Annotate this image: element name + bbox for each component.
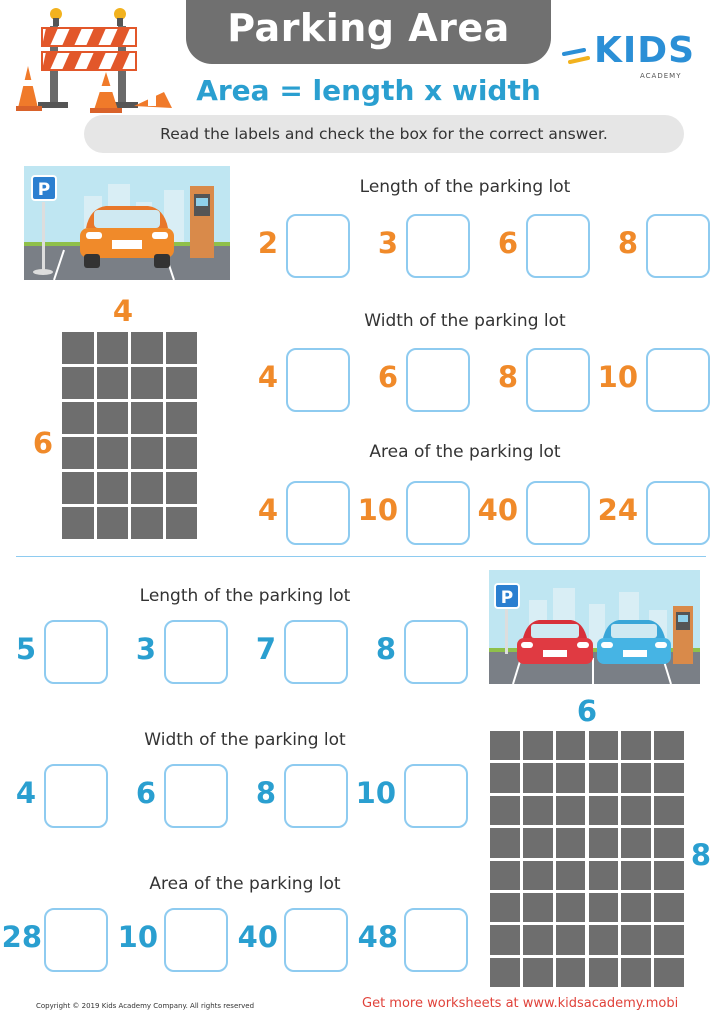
grid-square xyxy=(589,731,619,760)
grid-square xyxy=(166,402,198,434)
p2-length-checkbox[interactable] xyxy=(164,620,228,684)
p1-width-option: 4 xyxy=(257,360,278,394)
grid-square xyxy=(589,958,619,987)
parking-sign-letter: P xyxy=(500,588,514,608)
grid-square xyxy=(523,828,553,857)
area-formula: Area = length x width xyxy=(196,74,541,107)
grid-square xyxy=(556,763,586,792)
parking-lot-two-cars-illustration xyxy=(489,570,700,684)
grid-square xyxy=(621,731,651,760)
grid-square xyxy=(97,437,129,469)
grid-square xyxy=(131,437,163,469)
grid-square xyxy=(556,958,586,987)
grid-square xyxy=(654,763,684,792)
p2-area-checkbox[interactable] xyxy=(164,908,228,972)
grid-square xyxy=(166,507,198,539)
p2-area-option: 10 xyxy=(117,920,158,954)
p2-grid-top-label: 6 xyxy=(576,694,598,728)
grid-square xyxy=(556,893,586,922)
p2-width-checkbox[interactable] xyxy=(284,764,348,828)
p1-area-option: 4 xyxy=(257,493,278,527)
p1-width-label: Width of the parking lot xyxy=(364,311,566,331)
grid-square xyxy=(97,332,129,364)
p2-area-checkbox[interactable] xyxy=(284,908,348,972)
instruction-banner: Read the labels and check the box for the correct answer. xyxy=(84,115,684,153)
grid-square xyxy=(621,763,651,792)
grid-square xyxy=(621,925,651,954)
grid-square xyxy=(490,763,520,792)
grid-square xyxy=(490,861,520,890)
p1-width-option: 8 xyxy=(497,360,518,394)
p2-width-option: 8 xyxy=(255,776,276,810)
grid-square xyxy=(523,893,553,922)
p2-length-checkbox[interactable] xyxy=(44,620,108,684)
grid-square xyxy=(131,367,163,399)
grid-square xyxy=(490,731,520,760)
grid-square xyxy=(621,796,651,825)
grid-square xyxy=(654,828,684,857)
p2-square-grid xyxy=(490,731,684,987)
grid-square xyxy=(490,796,520,825)
grid-square xyxy=(490,828,520,857)
grid-square xyxy=(62,367,94,399)
grid-square xyxy=(589,925,619,954)
logo-subtext: ACADEMY xyxy=(640,72,682,80)
p1-width-checkbox[interactable] xyxy=(286,348,350,412)
p2-area-checkbox[interactable] xyxy=(44,908,108,972)
page-title: Parking Area xyxy=(227,6,510,50)
logo-text: KIDS xyxy=(594,30,696,71)
grid-square xyxy=(166,332,198,364)
grid-square xyxy=(131,332,163,364)
grid-square xyxy=(654,796,684,825)
grid-square xyxy=(166,367,198,399)
p2-length-option: 8 xyxy=(375,632,396,666)
grid-square xyxy=(654,925,684,954)
more-worksheets-link[interactable]: Get more worksheets at www.kidsacademy.mobi xyxy=(362,996,679,1011)
grid-square xyxy=(654,731,684,760)
p2-area-option: 40 xyxy=(237,920,278,954)
p1-length-option: 2 xyxy=(257,226,278,260)
grid-square xyxy=(97,507,129,539)
grid-square xyxy=(131,472,163,504)
grid-square xyxy=(556,925,586,954)
section-divider xyxy=(16,556,706,557)
grid-square xyxy=(523,861,553,890)
grid-square xyxy=(654,861,684,890)
grid-square xyxy=(490,925,520,954)
p2-length-checkbox[interactable] xyxy=(404,620,468,684)
grid-square xyxy=(62,507,94,539)
grid-square xyxy=(621,958,651,987)
p1-area-option: 24 xyxy=(597,493,638,527)
grid-square xyxy=(654,893,684,922)
p2-length-option: 7 xyxy=(255,632,276,666)
p2-width-checkbox[interactable] xyxy=(164,764,228,828)
grid-square xyxy=(523,925,553,954)
p1-area-checkbox[interactable] xyxy=(406,481,470,545)
grid-square xyxy=(654,958,684,987)
p2-area-option: 48 xyxy=(357,920,398,954)
p2-width-label: Width of the parking lot xyxy=(144,730,346,750)
p1-grid-side-label: 6 xyxy=(32,426,54,460)
grid-square xyxy=(97,367,129,399)
p1-width-option: 10 xyxy=(597,360,638,394)
grid-square xyxy=(523,731,553,760)
p1-area-checkbox[interactable] xyxy=(526,481,590,545)
grid-square xyxy=(62,402,94,434)
p1-area-label: Area of the parking lot xyxy=(369,442,561,462)
p1-area-option: 10 xyxy=(357,493,398,527)
p1-length-checkbox[interactable] xyxy=(526,214,590,278)
grid-square xyxy=(131,402,163,434)
grid-square xyxy=(166,437,198,469)
grid-square xyxy=(131,507,163,539)
p1-width-checkbox[interactable] xyxy=(526,348,590,412)
p2-width-option: 10 xyxy=(355,776,396,810)
road-barrier-illustration xyxy=(14,6,184,114)
grid-square xyxy=(621,828,651,857)
p1-length-option: 3 xyxy=(377,226,398,260)
p1-length-checkbox[interactable] xyxy=(286,214,350,278)
grid-square xyxy=(523,796,553,825)
p2-width-checkbox[interactable] xyxy=(404,764,468,828)
grid-square xyxy=(589,893,619,922)
grid-square xyxy=(62,437,94,469)
grid-square xyxy=(589,796,619,825)
p2-area-option: 28 xyxy=(1,920,42,954)
p1-width-option: 6 xyxy=(377,360,398,394)
p2-length-option: 5 xyxy=(15,632,36,666)
p1-width-checkbox[interactable] xyxy=(646,348,710,412)
parking-sign-letter: P xyxy=(37,180,51,200)
p2-length-checkbox[interactable] xyxy=(284,620,348,684)
grid-square xyxy=(621,861,651,890)
grid-square xyxy=(556,861,586,890)
grid-square xyxy=(589,861,619,890)
p1-length-checkbox[interactable] xyxy=(646,214,710,278)
grid-square xyxy=(97,402,129,434)
grid-square xyxy=(490,893,520,922)
p2-area-checkbox[interactable] xyxy=(404,908,468,972)
p1-length-option: 6 xyxy=(497,226,518,260)
p1-area-option: 40 xyxy=(477,493,518,527)
p2-width-option: 6 xyxy=(135,776,156,810)
grid-square xyxy=(523,763,553,792)
p1-width-checkbox[interactable] xyxy=(406,348,470,412)
grid-square xyxy=(62,472,94,504)
p1-grid-top-label: 4 xyxy=(112,294,134,328)
grid-square xyxy=(556,828,586,857)
p2-length-label: Length of the parking lot xyxy=(139,586,351,606)
p1-length-option: 8 xyxy=(617,226,638,260)
p1-length-label: Length of the parking lot xyxy=(359,177,571,197)
grid-square xyxy=(97,472,129,504)
grid-square xyxy=(166,472,198,504)
p1-area-checkbox[interactable] xyxy=(646,481,710,545)
grid-square xyxy=(556,731,586,760)
grid-square xyxy=(556,796,586,825)
p2-area-label: Area of the parking lot xyxy=(149,874,341,894)
p2-grid-side-label: 8 xyxy=(690,838,712,872)
grid-square xyxy=(589,763,619,792)
p1-length-checkbox[interactable] xyxy=(406,214,470,278)
p2-width-checkbox[interactable] xyxy=(44,764,108,828)
p1-square-grid xyxy=(62,332,197,539)
grid-square xyxy=(490,958,520,987)
kids-academy-logo xyxy=(560,26,700,86)
p1-area-checkbox[interactable] xyxy=(286,481,350,545)
copyright-text: Copyright © 2019 Kids Academy Company. All rights reserved xyxy=(36,1002,255,1010)
p2-width-option: 4 xyxy=(15,776,36,810)
parking-lot-one-car-illustration xyxy=(24,166,230,280)
grid-square xyxy=(589,828,619,857)
grid-square xyxy=(621,893,651,922)
p2-length-option: 3 xyxy=(135,632,156,666)
grid-square xyxy=(62,332,94,364)
grid-square xyxy=(523,958,553,987)
